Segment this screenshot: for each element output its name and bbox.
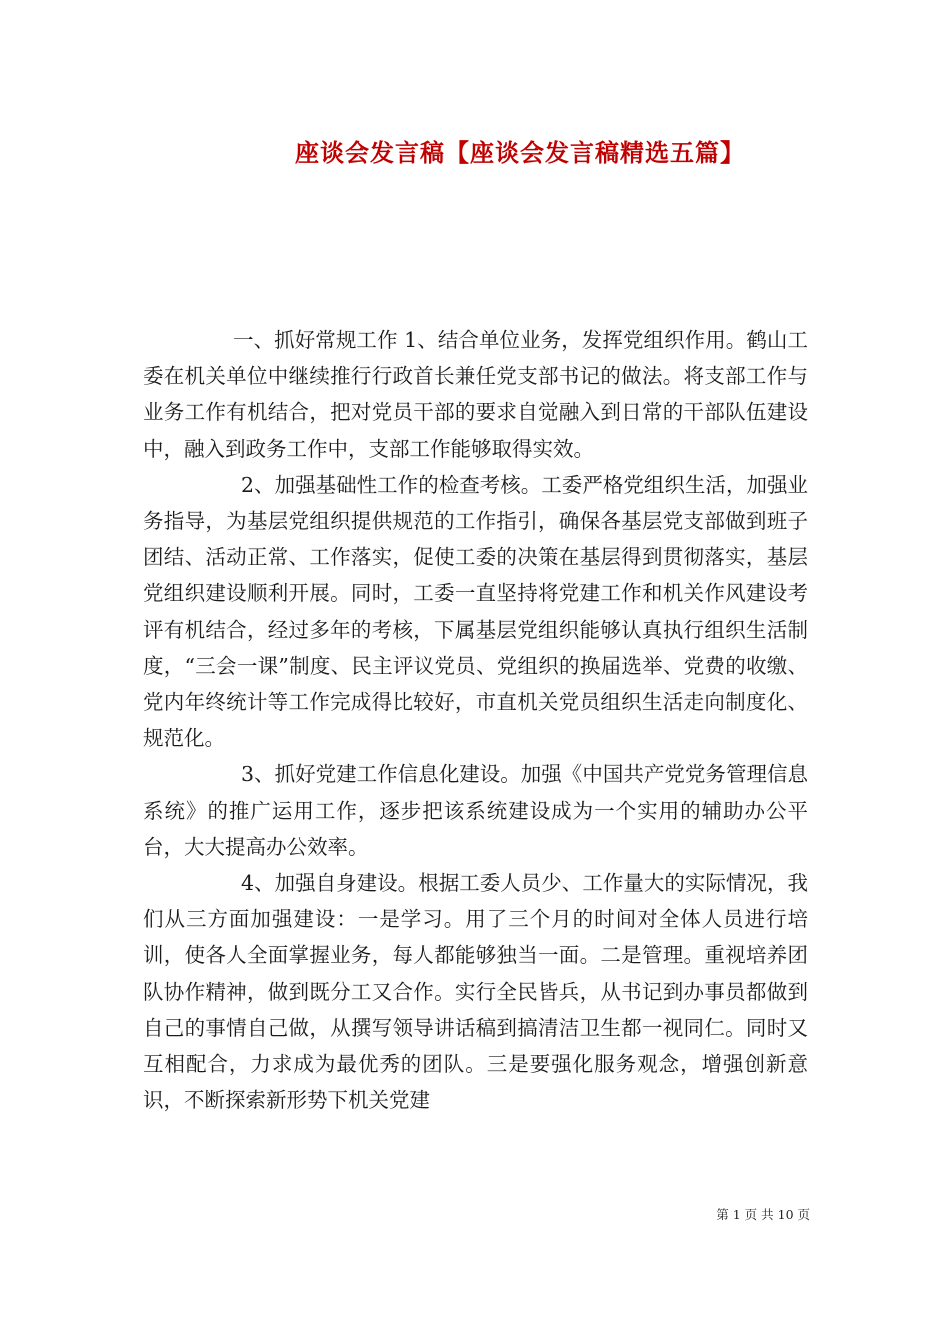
- page-number-footer: 第 1 页 共 10 页: [716, 1207, 810, 1222]
- paragraph-3: 3、抓好党建工作信息化建设。加强《中国共产党党务管理信息系统》的推广运用工作，逐步把该系统建设成为一个实用的辅助办公平台，大大提高办公效率。: [143, 762, 808, 859]
- paragraph-1: 一、抓好常规工作 1、结合单位业务，发挥党组织作用。鹤山工委在机关单位中继续推行行政首长兼任党支部书记的做法。将支部工作与业务工作有机结合，把对党员干部的要求自觉融入到日常的干部队伍建设中，融入到政务工作中，支部工作能够取得实效。: [143, 328, 808, 461]
- document-title: 座谈会发言稿【座谈会发言稿精选五篇】: [295, 138, 745, 167]
- paragraph-4: 4、加强自身建设。根据工委人员少、工作量大的实际情况，我们从三方面加强建设：一是学习。用了三个月的时间对全体人员进行培训，使各人全面掌握业务，每人都能够独当一面。二是管理。重视培养团队协作精神，做到既分工又合作。实行全民皆兵，从书记到办事员都做到自己的事情自己做，从撰写领导讲话稿到搞清洁卫生都一视同仁。同时又互相配合，力求成为最优秀的团队。三是要强化服务观念，增强创新意识，不断探索新形势下机关党建: [143, 871, 808, 1113]
- paragraph-2: 2、加强基础性工作的检查考核。工委严格党组织生活，加强业务指导，为基层党组织提供规范的工作指引，确保各基层党支部做到班子团结、活动正常、工作落实，促使工委的决策在基层得到贯彻落实，基层党组织建设顺利开展。同时，工委一直坚持将党建工作和机关作风建设考评有机结合，经过多年的考核，下属基层党组织能够认真执行组织生活制度，“三会一课”制度、民主评议党员、党组织的换届选举、党费的收缴、党内年终统计等工作完成得比较好，市直机关党员组织生活走向制度化、规范化。: [143, 472, 808, 751]
- document-body: [143, 322, 808, 1118]
